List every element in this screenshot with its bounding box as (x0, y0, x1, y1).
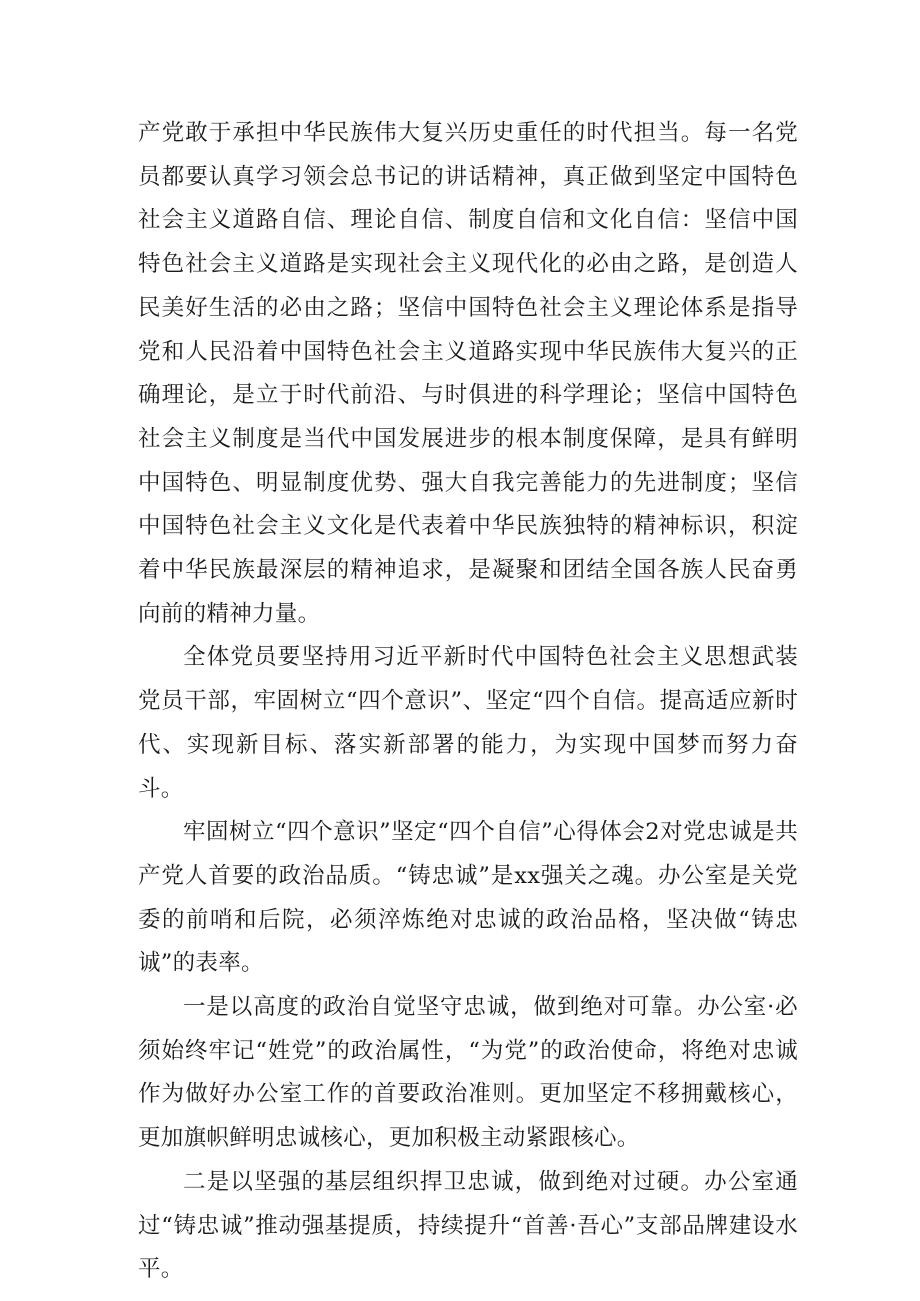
paragraph-3: 牢固树立“四个意识”坚定“四个自信”心得体会2对党忠诚是共产党人首要的政治品质。“铸忠诚”是xx强关之魂。办公室是关党委的前哨和后院，必须淬炼绝对忠诚的政治品格，坚决做“铸忠诚”的表率。 (138, 819, 798, 977)
paragraph-5: 二是以坚强的基层组织捍卫忠诚，做到绝对过硬。办公室通过“铸忠诚”推动强基提质，持续提升“首善·吾心”支部品牌建设水平。 (138, 1168, 798, 1283)
paragraph-1: 产党敢于承担中华民族伟大复兴历史重任的时代担当。每一名党员都要认真学习领会总书记的讲话精神，真正做到坚定中国特色社会主义道路自信、理论自信、制度自信和文化自信：坚信中国特色社会主义道路是实现社会主义现代化的必由之路，是创造人民美好生活的必由之路；坚信中国特色社会主义理论体系是指导党和人民沿着中国特色社会主义道路实现中华民族伟大复兴的正确理论，是立于时代前沿、与时俱进的科学理论；坚信中国特色社会主义制度是当代中国发展进步的根本制度保障，是具有鲜明中国特色、明显制度优势、强大自我完善能力的先进制度；坚信中国特色社会主义文化是代表着中华民族独特的精神标识，积淀着中华民族最深层的精神追求，是凝聚和团结全国各族人民奋勇向前的精神力量。 (138, 120, 798, 627)
paragraph-2: 全体党员要坚持用习近平新时代中国特色社会主义思想武装党员干部，牢固树立“四个意识”、坚定“四个自信。提高适应新时代、实现新目标、落实新部署的能力，为实现中国梦而努力奋斗。 (138, 644, 798, 802)
paragraph-4: 一是以高度的政治自觉坚守忠诚，做到绝对可靠。办公室·必须始终牢记“姓党”的政治属性，“为党”的政治使命，将绝对忠诚作为做好办公室工作的首要政治准则。更加坚定不移拥戴核心，更加旗帜鲜明忠诚核心，更加积极主动紧跟核心。 (138, 994, 798, 1152)
document-body (138, 112, 798, 1292)
